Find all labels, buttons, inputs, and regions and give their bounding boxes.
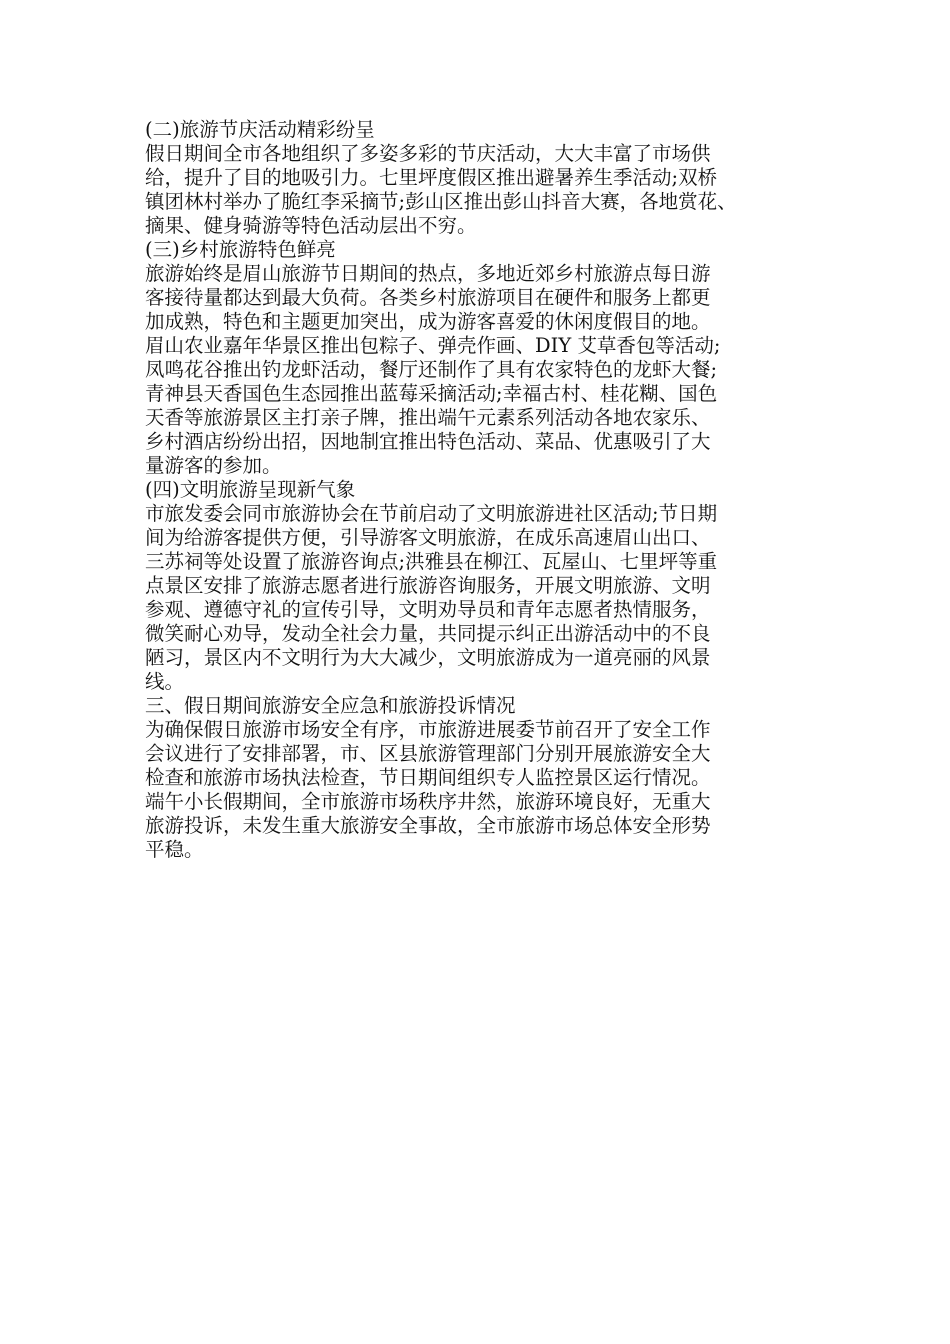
paragraph-line: 量游客的参加。 bbox=[145, 454, 282, 477]
paragraph-line: 摘果、健身骑游等特色活动层出不穷。 bbox=[145, 214, 477, 237]
paragraph-line: 市旅发委会同市旅游协会在节前启动了文明旅游进社区活动;节日期 bbox=[145, 502, 718, 525]
paragraph-line: 端午小长假期间，全市旅游市场秩序井然，旅游环境良好，无重大 bbox=[145, 790, 711, 813]
heading-section-4: (四)文明旅游呈现新气象 bbox=[145, 478, 356, 501]
paragraph-line: 加成熟，特色和主题更加突出，成为游客喜爱的休闲度假目的地。 bbox=[145, 310, 711, 333]
paragraph-line: 假日期间全市各地组织了多姿多彩的节庆活动，大大丰富了市场供 bbox=[145, 142, 711, 165]
paragraph-line: 点景区安排了旅游志愿者进行旅游咨询服务，开展文明旅游、文明 bbox=[145, 574, 711, 597]
paragraph-line: 为确保假日旅游市场安全有序，市旅游进展委节前召开了安全工作 bbox=[145, 718, 711, 741]
paragraph-line: 平稳。 bbox=[145, 838, 204, 861]
paragraph-line: 陋习，景区内不文明行为大大减少，文明旅游成为一道亮丽的风景 bbox=[145, 646, 711, 669]
paragraph-line: 给，提升了目的地吸引力。七里坪度假区推出避暑养生季活动;双桥 bbox=[145, 166, 718, 189]
paragraph-line: 线。 bbox=[145, 670, 185, 693]
paragraph-line: 乡村酒店纷纷出招，因地制宜推出特色活动、菜品、优惠吸引了大 bbox=[145, 430, 711, 453]
paragraph-line: 镇团林村举办了脆红李采摘节;彭山区推出彭山抖音大赛，各地赏花、 bbox=[145, 190, 737, 213]
paragraph-line: 天香等旅游景区主打亲子牌，推出端午元素系列活动各地农家乐、 bbox=[145, 406, 711, 429]
paragraph-line: 微笑耐心劝导，发动全社会力量，共同提示纠正出游活动中的不良 bbox=[145, 622, 711, 645]
paragraph-line: 间为给游客提供方便，引导游客文明旅游，在成乐高速眉山出口、 bbox=[145, 526, 711, 549]
heading-section-three: 三、假日期间旅游安全应急和旅游投诉情况 bbox=[145, 694, 516, 717]
paragraph-line: 凤鸣花谷推出钓龙虾活动，餐厅还制作了具有农家特色的龙虾大餐; bbox=[145, 358, 718, 381]
paragraph-line: 旅游始终是眉山旅游节日期间的热点，多地近郊乡村旅游点每日游 bbox=[145, 262, 711, 285]
paragraph-line: 青神县天香国色生态园推出蓝莓采摘活动;幸福古村、桂花糊、国色 bbox=[145, 382, 718, 405]
paragraph-line: 客接待量都达到最大负荷。各类乡村旅游项目在硬件和服务上都更 bbox=[145, 286, 711, 309]
paragraph-line: 参观、遵德守礼的宣传引导，文明劝导员和青年志愿者热情服务， bbox=[145, 598, 711, 621]
paragraph-line: 旅游投诉，未发生重大旅游安全事故，全市旅游市场总体安全形势 bbox=[145, 814, 711, 837]
paragraph-line: 眉山农业嘉年华景区推出包粽子、弹壳作画、DIY 艾草香包等活动; bbox=[145, 334, 721, 357]
paragraph-line: 会议进行了安排部署，市、区县旅游管理部门分别开展旅游安全大 bbox=[145, 742, 711, 765]
paragraph-line: 检查和旅游市场执法检查，节日期间组织专人监控景区运行情况。 bbox=[145, 766, 711, 789]
document-body bbox=[145, 118, 815, 862]
heading-section-2: (二)旅游节庆活动精彩纷呈 bbox=[145, 118, 375, 141]
paragraph-line: 三苏祠等处设置了旅游咨询点;洪雅县在柳江、瓦屋山、七里坪等重 bbox=[145, 550, 718, 573]
heading-section-3: (三)乡村旅游特色鲜亮 bbox=[145, 238, 336, 261]
